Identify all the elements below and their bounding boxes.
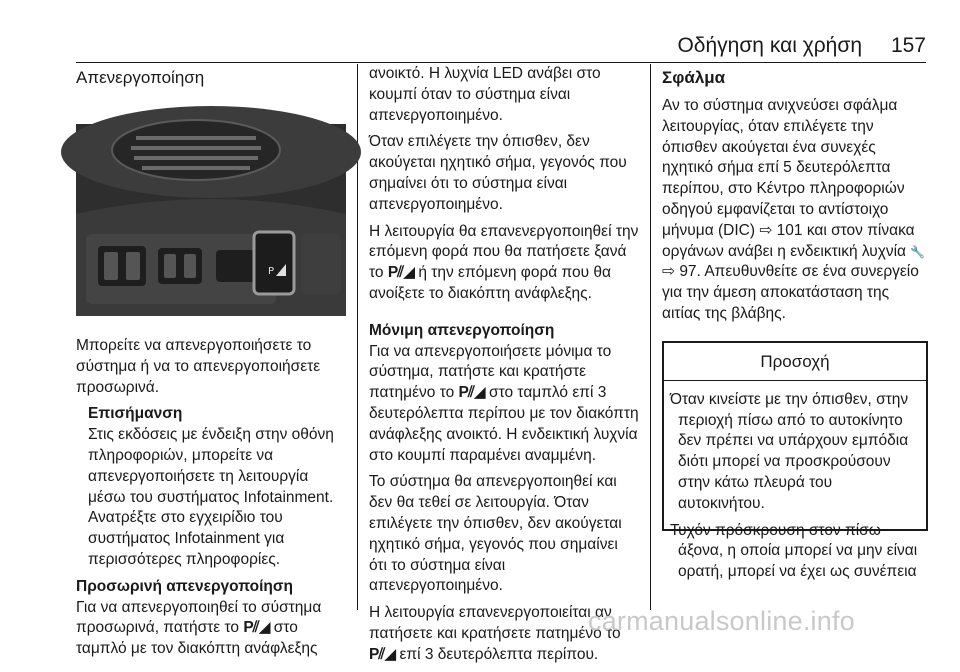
intro-paragraph: Μπορείτε να απενεργοποιήσετε το σύστημα ή να το απενεργοποιήσετε προσωρινά. xyxy=(76,337,321,396)
column-left xyxy=(76,64,346,666)
column-middle xyxy=(369,64,639,672)
svg-text:P: P xyxy=(268,266,275,277)
paragraph-reverse-no-signal: Όταν επιλέγετε την όπισθεν, δεν ακούγεται ηχητικό σήμα, γεγονός που σημαίνει ότι το σύστημα είναι απενεργοποιημένο. xyxy=(369,133,627,213)
header-rule xyxy=(76,62,926,63)
paragraph-led: ανοικτό. Η λυχνία LED ανάβει στο κουμπί όταν το σύστημα είναι απενεργοποιημένο. xyxy=(369,65,601,124)
caution-title: Προσοχή xyxy=(664,343,926,381)
error-text: Αν το σύστημα ανιχνεύσει σφάλμα λειτουργίας, όταν επιλέγετε την όπισθεν ακούγεται ένα συνεχές ηχητικό σήμα επί 5 δευτερόλεπτα περίπου, στο Κέντρο πληροφοριών οδηγού εμφανίζεται το αντίστοιχο μήνυμα (DIC) ⇨ 101 και στον πίνακα οργάνων ανάβει η ενδεικτική λυχνία 🔧 ⇨ 97. Απευθυνθείτε σε ένα συνεργείο για την άμεση αποκατάσταση της αιτίας της βλάβης. xyxy=(662,97,926,322)
page-header xyxy=(76,32,926,62)
header-title: Οδήγηση και χρήση xyxy=(677,34,862,57)
park-assist-button-icon: P⫽◢ xyxy=(387,264,415,282)
wrench-icon: 🔧 xyxy=(910,244,926,259)
permanent-deactivation-title: Μόνιμη απενεργοποίηση xyxy=(369,321,555,339)
note-title: Επισήμανση xyxy=(88,405,183,423)
temp-deactivation-text: Για να απενεργοποιηθεί το σύστημα προσωρινά, πατήστε το P⫽◢ στο ταμπλό με τον διακόπτη ανάφλεξης xyxy=(76,598,322,658)
park-assist-button-icon: P⫽◢ xyxy=(369,645,396,663)
permanent-deactivation-text: Για να απενεργοποιήσετε μόνιμα το σύστημα, πατήστε και κρατήστε πατημένο το P⫽◢ στο ταμπλό επί 3 δευτερόλεπτα περίπου με τον διακόπτη ανάφλεξης ανοικτό. Η ενδεικτική λυχνία στο κουμπί παραμένει αναμμένη. xyxy=(369,342,639,464)
note-block xyxy=(76,404,346,570)
page-reference-arrow-icon: ⇨ xyxy=(759,221,773,239)
error-title: Σφάλμα xyxy=(662,68,726,87)
watermark: carmanualsonline.info xyxy=(588,606,855,636)
paragraph-reactivate-hold: Η λειτουργία επανενεργοποιείται αν πατήσετε και κρατήσετε πατημένο το P⫽◢ επί 3 δευτερόλεπτα περίπου. xyxy=(369,604,621,663)
caution-paragraph: Τυχόν πρόσκρουση στον πίσω άξονα, η οποία μπορεί να μην είναι ορατή, μπορεί να έχει ως συνέπεια xyxy=(670,521,918,581)
dashboard-switch-photo xyxy=(76,124,346,316)
paragraph-system-off: Το σύστημα θα απενεργοποιηθεί και δεν θα τεθεί σε λειτουργία. Όταν επιλέγετε την όπισθεν, δεν ακούγεται ηχητικό σήμα, γεγονός που σημαίνει ότι το σύστημα είναι απενεργοποιημένο. xyxy=(369,473,622,595)
caution-box xyxy=(662,341,928,581)
page-number: 157 xyxy=(890,34,926,57)
paragraph-reactivation: Η λειτουργία θα επανενεργοποιηθεί την επόμενη φορά που θα πατήσετε ξανά το P⫽◢ ή την επόμενη φορά που θα ανοίξετε το διακόπτη ανάφλεξης. xyxy=(369,222,639,302)
section-title-deactivation: Απενεργοποίηση xyxy=(76,68,205,87)
page-reference-link[interactable]: 101 xyxy=(776,221,803,239)
page-reference-link[interactable]: 97. xyxy=(679,263,701,281)
park-assist-button-icon: P⫽◢ xyxy=(458,384,485,402)
park-assist-button-icon: P⫽◢ xyxy=(243,619,270,637)
dashboard-illustration xyxy=(76,124,346,316)
column-right xyxy=(662,64,928,581)
caution-body xyxy=(664,381,926,583)
page-reference-arrow-icon: ⇨ xyxy=(662,263,675,281)
caution-paragraph: Όταν κινείστε με την όπισθεν, στην περιοχή πίσω από το αυτοκίνητο δεν πρέπει να υπάρχουν εμπόδια διότι μπορεί να προσκρούσουν στην κάτω πλευρά του αυτοκινήτου. xyxy=(670,390,909,512)
note-text: Στις εκδόσεις με ένδειξη στην οθόνη πληροφοριών, μπορείτε να απενεργοποιήσετε τη λειτουργία μέσω του συστήματος Infotainment. Ανατρέξτε στο εγχειρίδιο του συστήματος Infotainment για περισσότερες πληροφορίες. xyxy=(88,426,334,568)
column-divider xyxy=(650,64,651,610)
temp-deactivation-title: Προσωρινή απενεργοποίηση xyxy=(76,577,293,595)
